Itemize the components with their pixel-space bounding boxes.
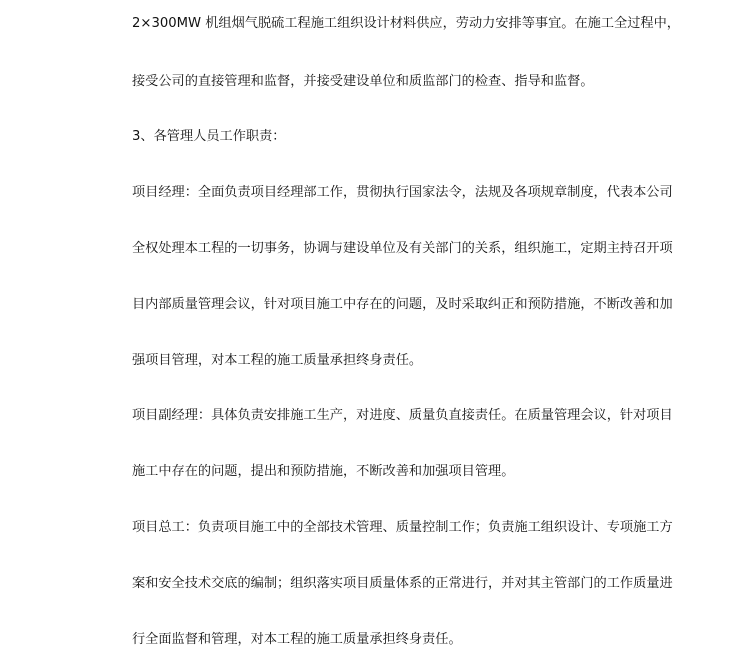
- text-line: 项目副经理：具体负责安排施工生产，对进度、质量负直接责任。在质量管理会议，针对项目: [132, 408, 673, 423]
- text-line: 项目总工：负责项目施工中的全部技术管理、质量控制工作；负责施工组织设计、专项施工方: [132, 520, 673, 535]
- text-line: 项目经理：全面负责项目经理部工作，贯彻执行国家法令，法规及各项规章制度，代表本公司: [132, 185, 673, 200]
- text-line: 案和安全技术交底的编制；组织落实项目质量体系的正常进行，并对其主管部门的工作质量进: [132, 576, 673, 591]
- text-line: 目内部质量管理会议，针对项目施工中存在的问题，及时采取纠正和预防措施，不断改善和加: [132, 297, 673, 312]
- text-line: 强项目管理，对本工程的施工质量承担终身责任。: [132, 353, 423, 368]
- text-line: 施工中存在的问题，提出和预防措施，不断改善和加强项目管理。: [132, 464, 515, 479]
- section-heading: 3、各管理人员工作职责：: [132, 129, 286, 144]
- text-line: 全权处理本工程的一切事务，协调与建设单位及有关部门的关系，组织施工，定期主持召开项: [132, 241, 673, 256]
- text-line: 行全面监督和管理，对本工程的施工质量承担终身责任。: [132, 632, 462, 647]
- text-line: 接受公司的直接管理和监督，并接受建设单位和质监部门的检查、指导和监督。: [132, 74, 594, 89]
- text-line: 2×300MW 机组烟气脱硫工程施工组织设计材料供应，劳动力安排等事宜。在施工全过程中，: [132, 16, 680, 31]
